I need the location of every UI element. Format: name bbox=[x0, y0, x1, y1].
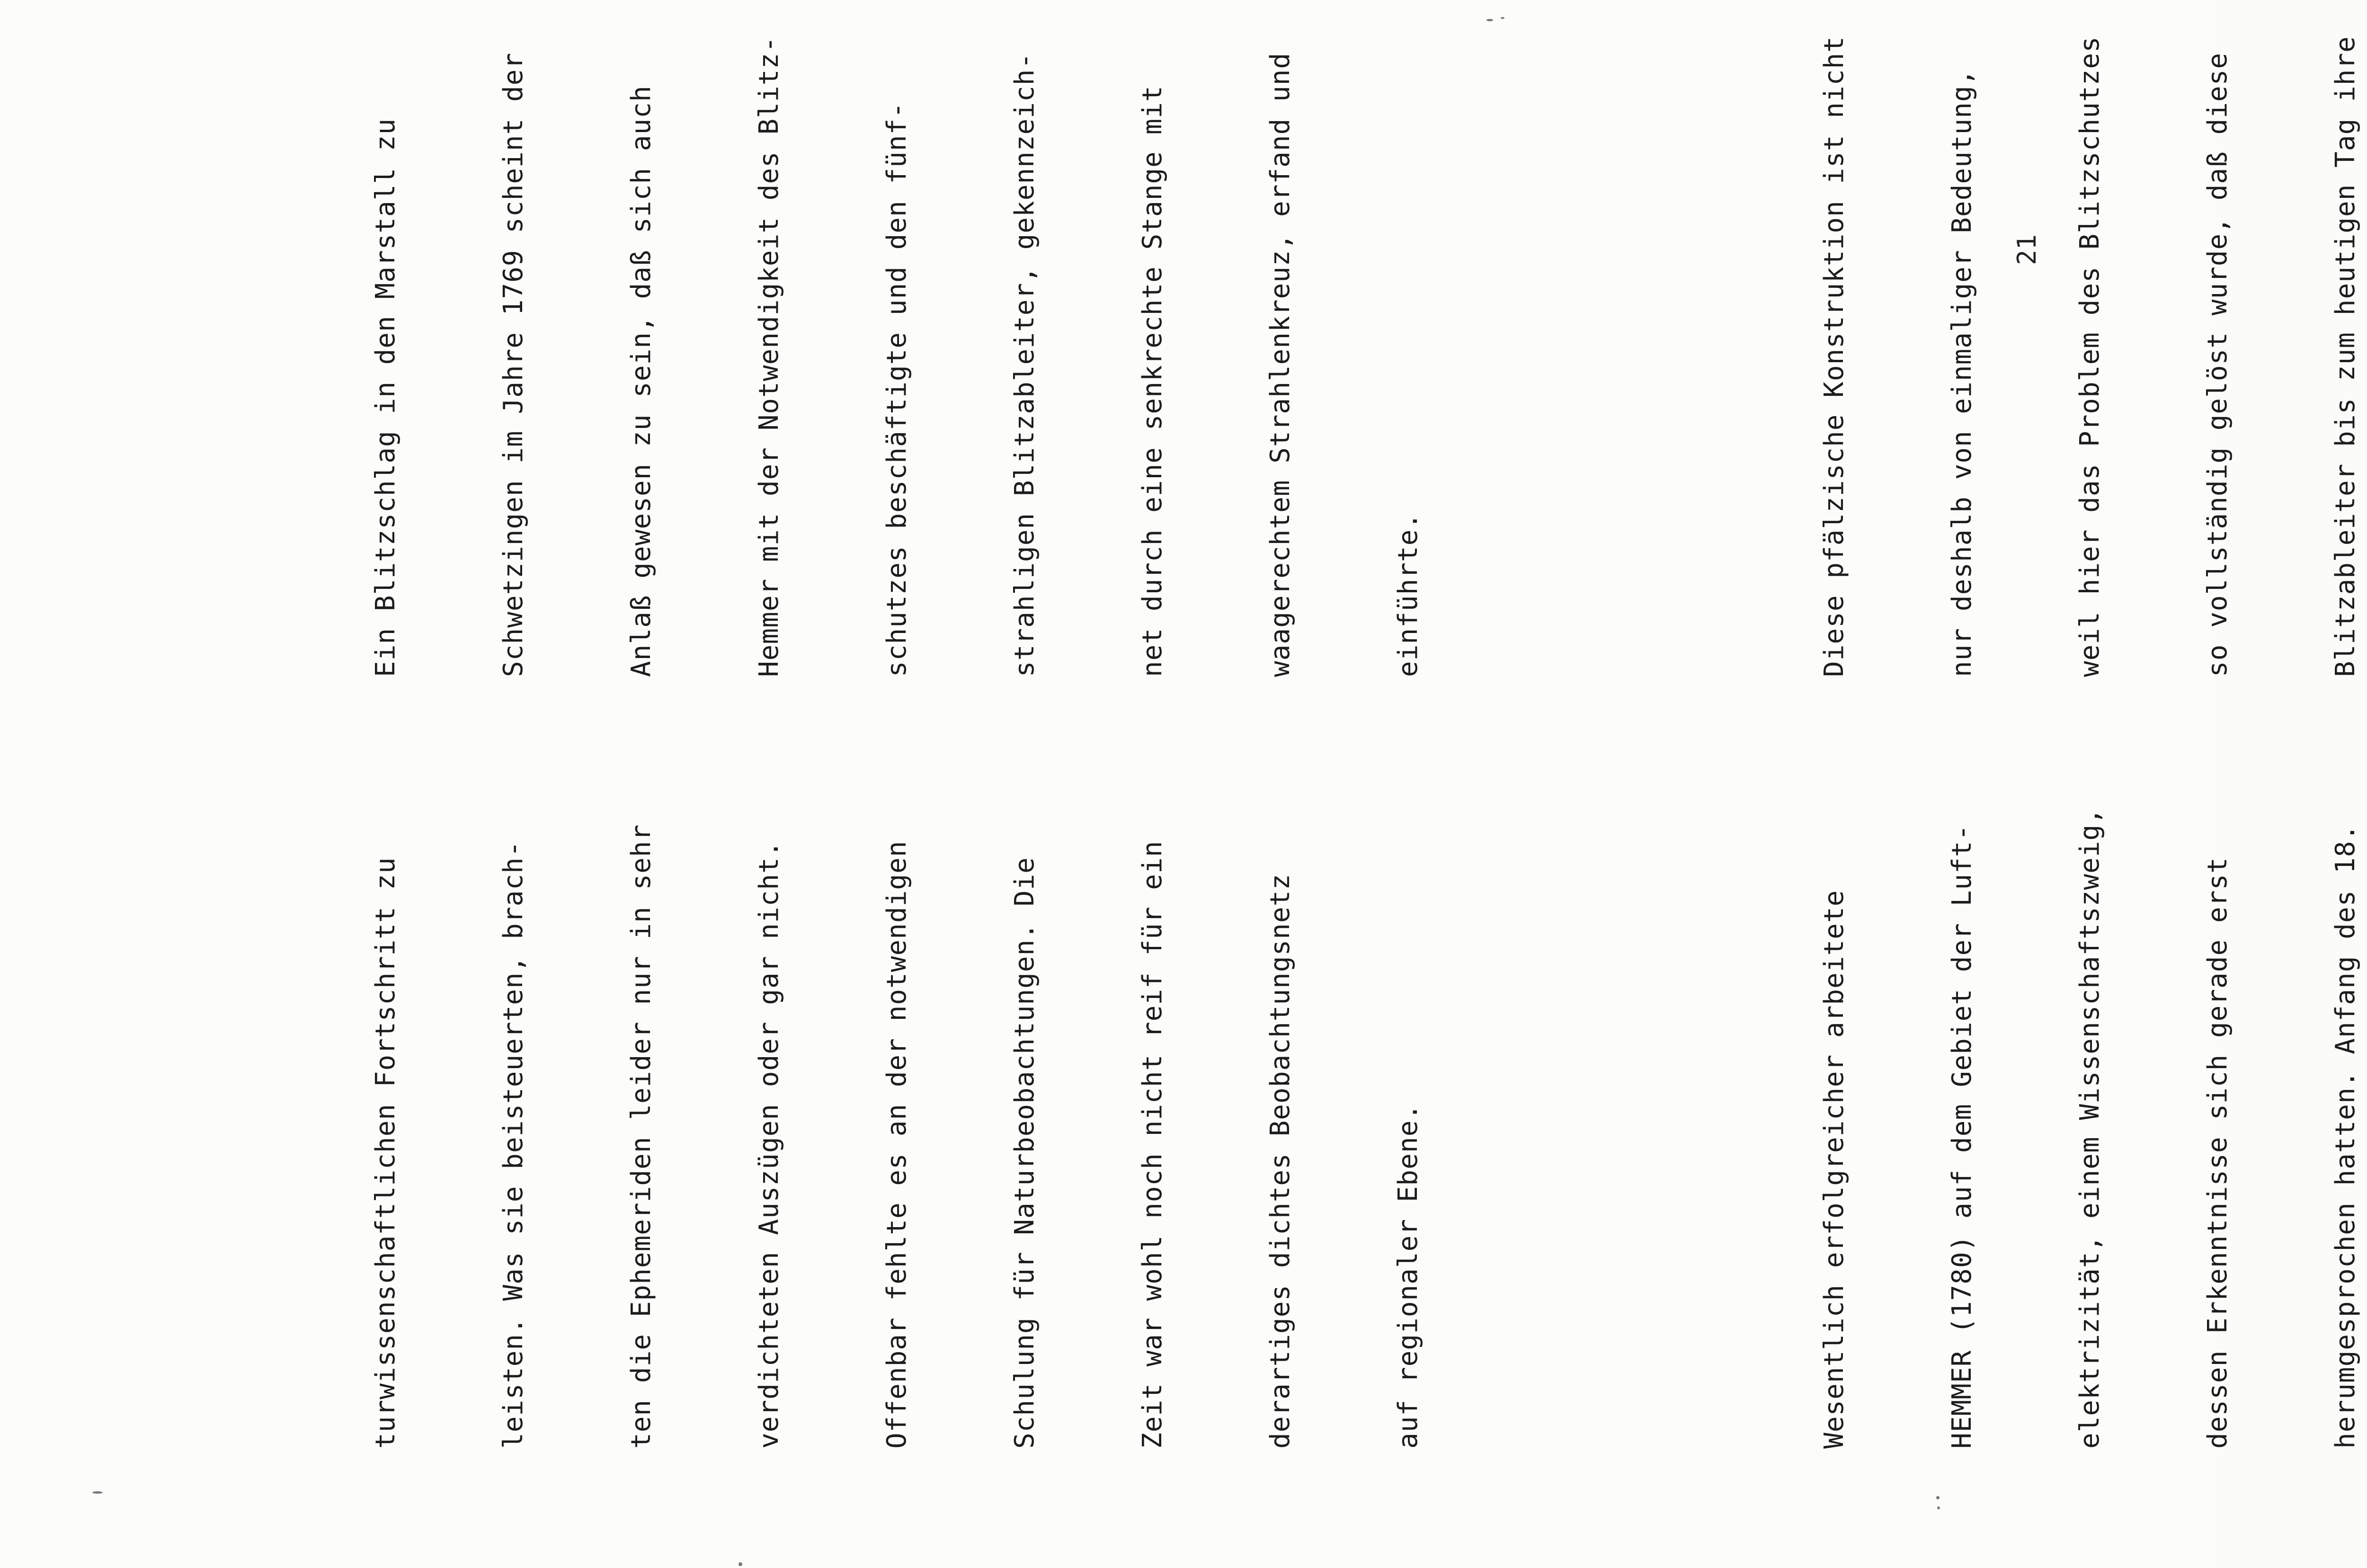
scan-speck bbox=[1937, 1506, 1940, 1509]
page-number: 21 bbox=[2012, 234, 2042, 265]
scan-speck bbox=[1486, 19, 1493, 21]
scan-speck bbox=[92, 1491, 103, 1494]
text-line: ten die Ephemeriden leider nur in sehr bbox=[626, 824, 657, 1449]
right-text-column bbox=[194, 36, 2367, 677]
scan-speck bbox=[1501, 17, 1504, 19]
paragraph-left-1 bbox=[279, 791, 1515, 1449]
text-line: Wesentlich erfolgreicher arbeitete bbox=[1819, 890, 1850, 1449]
text-line: Diese pfälzische Konstruktion ist nicht bbox=[1819, 36, 1850, 677]
paragraph-left-2 bbox=[1728, 791, 2367, 1449]
text-line: weil hier das Problem des Blitzschutzes bbox=[2074, 36, 2105, 677]
text-line: strahligen Blitzableiter, gekennzeich- bbox=[1009, 52, 1040, 677]
text-line: Zeit war wohl noch nicht reif für ein bbox=[1137, 840, 1168, 1449]
text-line: nur deshalb von einmaliger Bedeutung, bbox=[1947, 69, 1977, 677]
text-line: waagerechtem Strahlenkreuz, erfand und bbox=[1265, 52, 1296, 677]
text-line: schutzes beschäftigte und den fünf- bbox=[881, 101, 912, 677]
text-line: leisten. Was sie beisteuerten, brach- bbox=[498, 840, 529, 1449]
text-line: HEMMER (1780) auf dem Gebiet der Luft- bbox=[1947, 824, 1977, 1449]
text-line: net durch eine senkrechte Stange mit bbox=[1137, 85, 1168, 677]
text-line: dessen Erkenntnisse sich gerade erst bbox=[2202, 857, 2233, 1449]
text-line: einführte. bbox=[1393, 512, 1424, 677]
text-line: derartiges dichtes Beobachtungsnetz bbox=[1265, 873, 1296, 1449]
text-line: so vollständig gelöst wurde, daß diese bbox=[2202, 52, 2233, 677]
paragraph-right-2 bbox=[1728, 36, 2367, 677]
text-line: herumgesprochen hatten. Anfang des 18. bbox=[2330, 824, 2361, 1449]
text-line: Hemmer mit der Notwendigkeit des Blitz- bbox=[754, 36, 784, 677]
text-line: Schwetzingen im Jahre 1769 scheint der bbox=[498, 52, 529, 677]
text-line: auf regionaler Ebene. bbox=[1393, 1103, 1424, 1449]
text-line: Ein Blitzschlag in den Marstall zu bbox=[370, 118, 401, 677]
left-text-column bbox=[194, 791, 2367, 1449]
paragraph-right-1 bbox=[279, 36, 1515, 677]
text-line: verdichteten Auszügen oder gar nicht. bbox=[754, 840, 784, 1449]
scan-speck bbox=[1936, 1496, 1940, 1499]
text-line: Offenbar fehlte es an der notwendigen bbox=[881, 840, 912, 1449]
text-line: elektrizität, einem Wissenschaftszweig, bbox=[2074, 808, 2105, 1449]
text-line: turwissenschaftlichen Fortschritt zu bbox=[370, 857, 401, 1449]
text-line: Schulung für Naturbeobachtungen. Die bbox=[1009, 857, 1040, 1449]
text-line: Anlaß gewesen zu sein, daß sich auch bbox=[626, 85, 657, 677]
scan-speck bbox=[739, 1562, 742, 1566]
text-line: Blitzableiter bis zum heutigen Tag ihre bbox=[2330, 36, 2361, 677]
